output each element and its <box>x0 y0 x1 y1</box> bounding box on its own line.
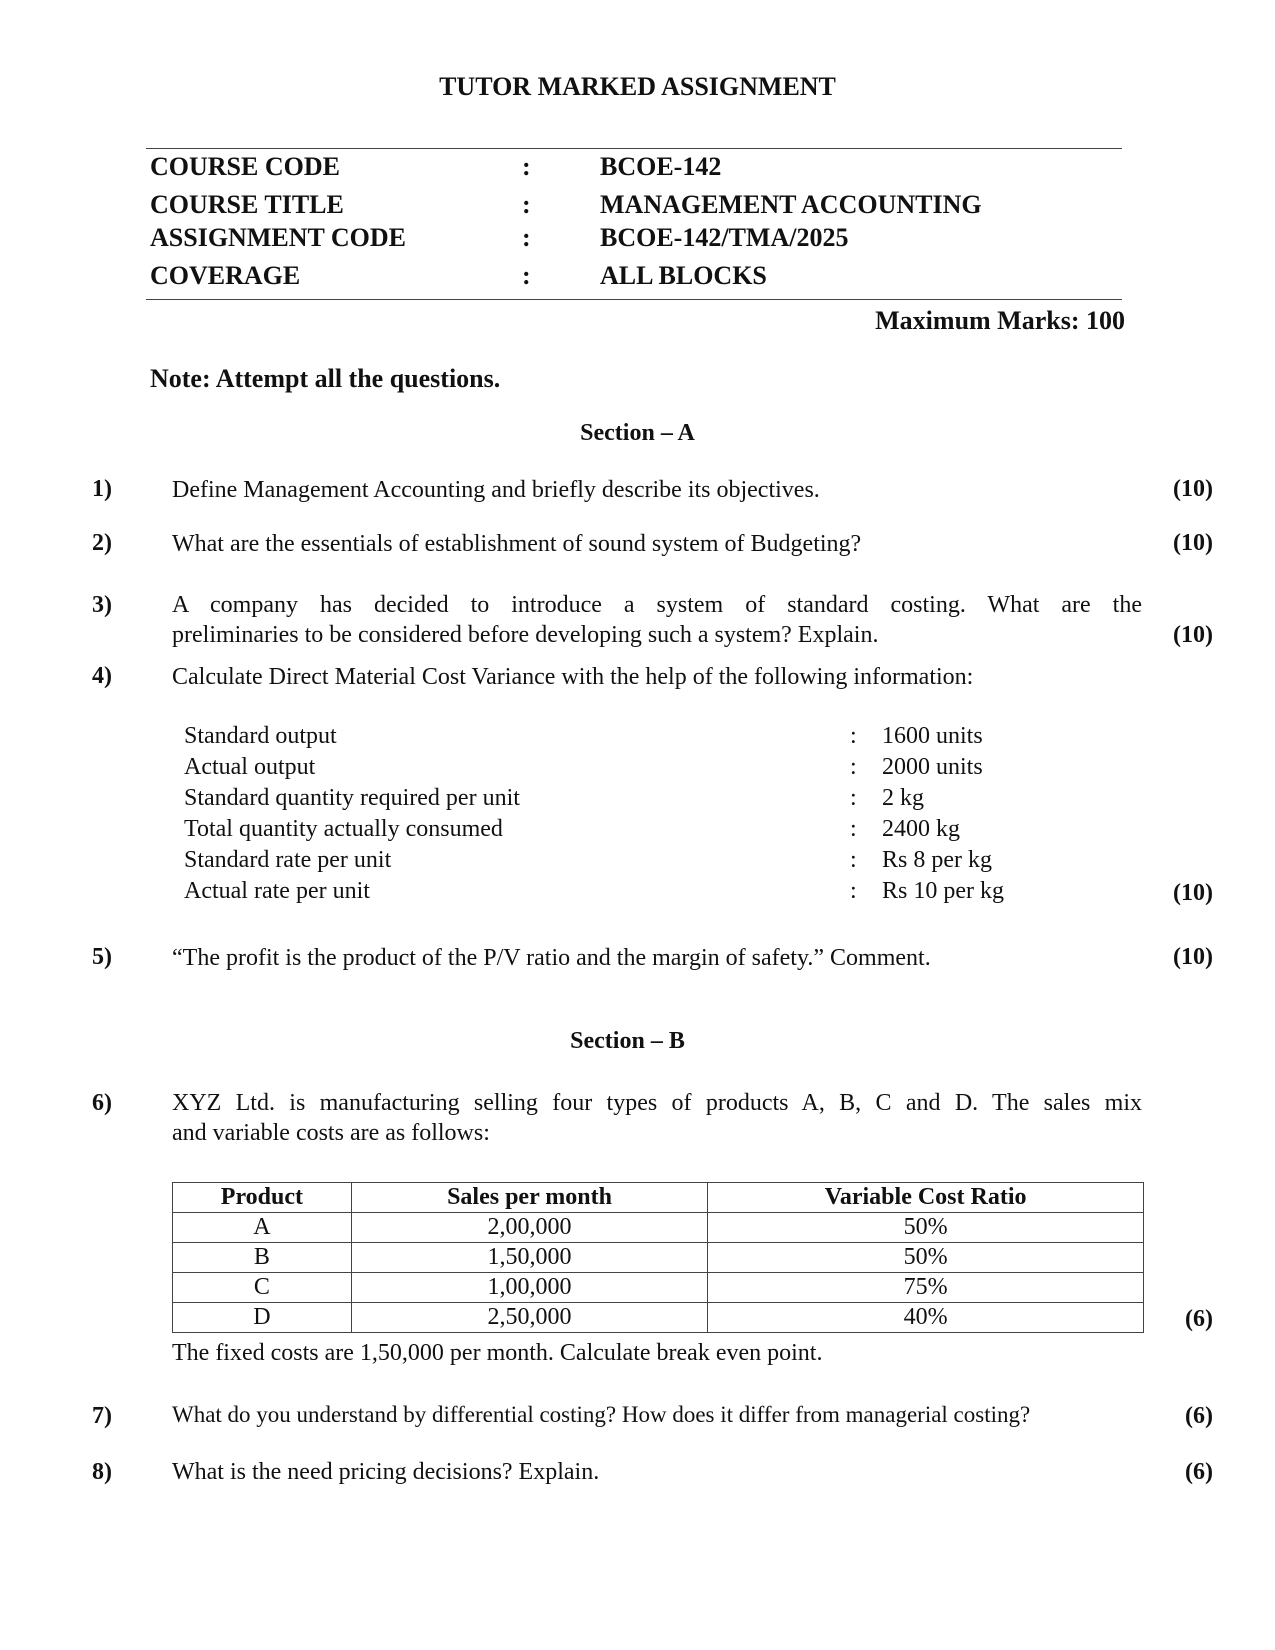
info-colon: : <box>850 723 857 749</box>
info-row <box>184 754 1044 785</box>
question-marks: (6) <box>1185 1403 1213 1429</box>
cell-product: C <box>173 1273 352 1303</box>
cell-sales: 2,50,000 <box>351 1303 707 1333</box>
header-row-course-title <box>150 190 1120 226</box>
header-value: MANAGEMENT ACCOUNTING <box>600 190 982 219</box>
question-marks: (10) <box>1173 476 1213 502</box>
header-colon: : <box>522 152 531 181</box>
header-row-assignment-code <box>150 223 1120 259</box>
header-colon: : <box>522 223 531 252</box>
table-row <box>173 1213 1144 1243</box>
question-text-line-2: preliminaries to be considered before developing such a system? Explain. <box>172 622 879 648</box>
header-top-rule <box>146 148 1122 149</box>
header-row-coverage <box>150 261 1120 297</box>
header-value: BCOE-142/TMA/2025 <box>600 223 849 252</box>
info-colon: : <box>850 754 857 780</box>
cell-ratio: 50% <box>708 1213 1144 1243</box>
question-text: Calculate Direct Material Cost Variance with the help of the following information: <box>172 664 974 690</box>
info-key: Standard output <box>184 723 337 749</box>
question-number: 1) <box>92 476 112 502</box>
column-header-sales: Sales per month <box>351 1183 707 1213</box>
header-label: COURSE CODE <box>150 152 340 181</box>
question-footer-text: The fixed costs are 1,50,000 per month. Calculate break even point. <box>172 1340 823 1366</box>
info-row <box>184 878 1044 909</box>
question-text: What do you understand by differential costing? How does it differ from managerial costing? <box>172 1402 1031 1427</box>
info-row <box>184 785 1044 816</box>
info-key: Actual rate per unit <box>184 878 370 904</box>
header-colon: : <box>522 190 531 219</box>
header-row-course-code <box>150 152 1120 188</box>
table-row <box>173 1303 1144 1333</box>
header-label: ASSIGNMENT CODE <box>150 223 406 252</box>
column-header-variable-cost-ratio: Variable Cost Ratio <box>708 1183 1144 1213</box>
question-number: 2) <box>92 530 112 556</box>
question-marks: (10) <box>1173 944 1213 970</box>
question-marks: (10) <box>1173 530 1213 556</box>
info-row <box>184 723 1044 754</box>
section-b-heading: Section – B <box>570 1028 685 1054</box>
products-table <box>172 1182 1144 1333</box>
info-key: Standard quantity required per unit <box>184 785 520 811</box>
question-marks: (10) <box>1173 880 1213 906</box>
header-colon: : <box>522 261 531 290</box>
question-text-line-2: and variable costs are as follows: <box>172 1120 490 1146</box>
question-number: 4) <box>92 663 112 689</box>
cell-ratio: 50% <box>708 1243 1144 1273</box>
question-marks: (6) <box>1185 1459 1213 1485</box>
cell-product: A <box>173 1213 352 1243</box>
info-colon: : <box>850 785 857 811</box>
cell-product: D <box>173 1303 352 1333</box>
header-label: COURSE TITLE <box>150 190 344 219</box>
question-number: 7) <box>92 1403 112 1429</box>
question-number: 8) <box>92 1459 112 1485</box>
maximum-marks: Maximum Marks: 100 <box>875 306 1125 335</box>
question-number: 5) <box>92 944 112 970</box>
info-key: Standard rate per unit <box>184 847 392 873</box>
cell-sales: 1,00,000 <box>351 1273 707 1303</box>
info-colon: : <box>850 816 857 842</box>
info-value: 2000 units <box>882 754 983 780</box>
cell-sales: 2,00,000 <box>351 1213 707 1243</box>
header-label: COVERAGE <box>150 261 301 290</box>
table-row <box>173 1243 1144 1273</box>
info-value: Rs 8 per kg <box>882 847 992 873</box>
cell-ratio: 40% <box>708 1303 1144 1333</box>
question-number: 6) <box>92 1090 112 1116</box>
info-colon: : <box>850 878 857 904</box>
header-value: BCOE-142 <box>600 152 722 181</box>
table-row <box>173 1273 1144 1303</box>
info-value: 2 kg <box>882 785 924 811</box>
cell-product: B <box>173 1243 352 1273</box>
question-text-line-1: XYZ Ltd. is manufacturing selling four types of products A, B, C and D. The sales mix <box>172 1090 1142 1116</box>
header-bottom-rule <box>146 299 1122 300</box>
info-value: 1600 units <box>882 723 983 749</box>
question-text: What is the need pricing decisions? Explain. <box>172 1459 600 1485</box>
question-text: “The profit is the product of the P/V ratio and the margin of safety.” Comment. <box>172 945 931 971</box>
instructions-note: Note: Attempt all the questions. <box>150 364 501 393</box>
question-marks: (6) <box>1185 1306 1213 1332</box>
question-marks: (10) <box>1173 622 1213 648</box>
header-value: ALL BLOCKS <box>600 261 767 290</box>
table-header-row <box>173 1183 1144 1213</box>
cell-ratio: 75% <box>708 1273 1144 1303</box>
info-row <box>184 816 1044 847</box>
question-text: Define Management Accounting and briefly describe its objectives. <box>172 477 820 503</box>
section-a-heading: Section – A <box>580 420 695 446</box>
question-number: 3) <box>92 592 112 618</box>
info-colon: : <box>850 847 857 873</box>
column-header-product: Product <box>173 1183 352 1213</box>
info-value: 2400 kg <box>882 816 960 842</box>
info-key: Total quantity actually consumed <box>184 816 503 842</box>
cell-sales: 1,50,000 <box>351 1243 707 1273</box>
info-value: Rs 10 per kg <box>882 878 1004 904</box>
info-key: Actual output <box>184 754 316 780</box>
question-text-line-1: A company has decided to introduce a system of standard costing. What are the <box>172 592 1142 618</box>
info-row <box>184 847 1044 878</box>
question-text: What are the essentials of establishment of sound system of Budgeting? <box>172 531 862 557</box>
document-title: TUTOR MARKED ASSIGNMENT <box>439 72 836 101</box>
